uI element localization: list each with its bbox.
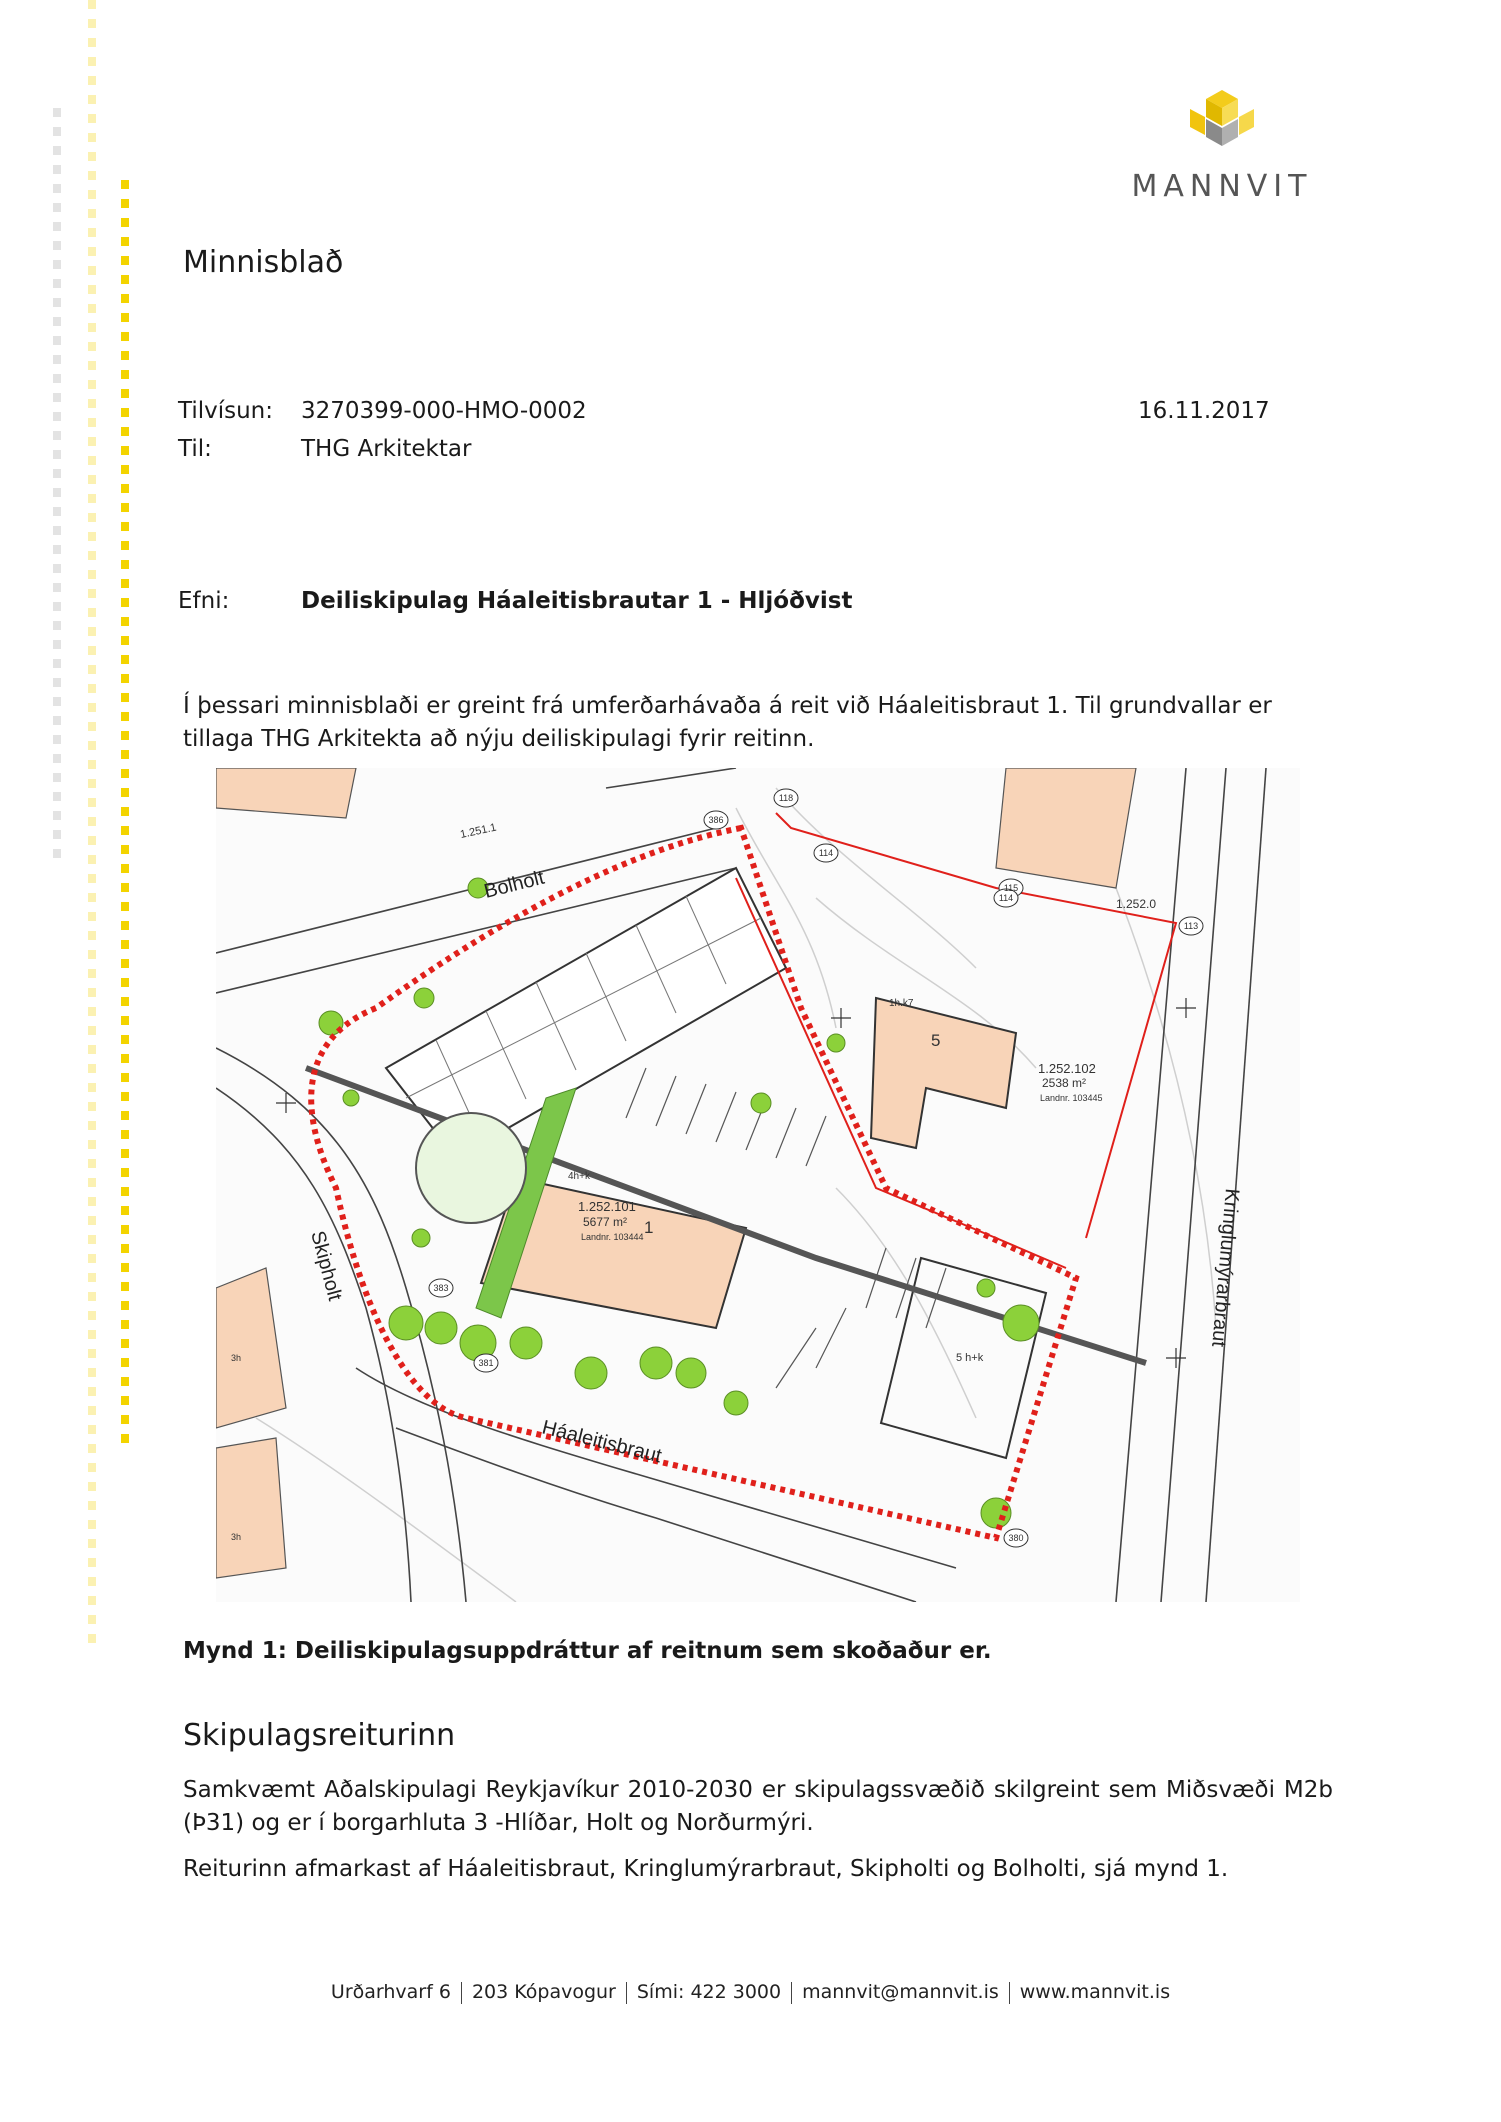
house-label-2: 3h xyxy=(231,1532,242,1542)
document-title: Minnisblað xyxy=(183,245,344,280)
logo-wordmark: MANNVIT xyxy=(1131,169,1313,204)
subject-label: Efni: xyxy=(178,588,230,614)
margin-stripe-gray xyxy=(53,108,61,868)
point-386: 386 xyxy=(708,815,724,825)
footer-separator xyxy=(461,1982,462,2004)
intro-paragraph: Í þessari minnisblaði er greint frá umferðarhávaða á reit við Háaleitisbraut 1. Til grundvallar er tillaga THG Arkitekta að nýju deiliskipulagi fyrir reitinn. xyxy=(183,693,1272,752)
point-118: 118 xyxy=(778,793,794,803)
lot-5-number: 5 xyxy=(931,1031,941,1050)
lot-1-id: 1.252.101 xyxy=(578,1199,636,1214)
page-footer xyxy=(0,1981,1501,2004)
lot-1-floors: 4h+k xyxy=(568,1171,590,1182)
recipient-value: THG Arkitektar xyxy=(301,436,472,462)
building-5 xyxy=(871,998,1016,1148)
mannvit-cube-icon xyxy=(1108,85,1336,165)
subject-value: Deiliskipulag Háaleitisbrautar 1 - Hljóðvist xyxy=(301,588,853,614)
street-haaleitisbraut: Háaleitisbraut xyxy=(539,1416,664,1468)
point-381: 381 xyxy=(478,1358,494,1368)
point-115: 115 xyxy=(1003,883,1019,893)
reference-label: Tilvísun: xyxy=(178,398,274,424)
footer-postcode: 203 Kópavogur xyxy=(471,1981,616,2003)
lot-5-id: 1.252.102 xyxy=(1038,1061,1096,1076)
footer-phone: Sími: 422 3000 xyxy=(636,1981,782,2003)
lot-5-floors: 1h.k7 xyxy=(889,998,914,1009)
parking-floors: 5 h+k xyxy=(956,1352,984,1364)
reference-value: 3270399-000-HMO-0002 xyxy=(301,398,587,424)
mannvit-logo xyxy=(1108,85,1336,210)
point-380: 380 xyxy=(1008,1533,1024,1543)
point-114a: 114 xyxy=(818,848,834,858)
playground-circle xyxy=(416,1113,526,1223)
lot-5-landnr: Landnr. 103445 xyxy=(1040,1093,1103,1103)
footer-separator xyxy=(791,1982,792,2004)
block-id-east: 1.252.0 xyxy=(1116,897,1157,911)
footer-web[interactable]: www.mannvit.is xyxy=(1019,1981,1171,2003)
lot-1-landnr: Landnr. 103444 xyxy=(581,1232,644,1242)
footer-separator xyxy=(626,1982,627,2004)
house-label-1: 3h xyxy=(231,1353,242,1363)
figure-caption: Mynd 1: Deiliskipulagsuppdráttur af reitnum sem skoðaður er. xyxy=(183,1638,992,1664)
point-113: 113 xyxy=(1183,921,1199,931)
footer-separator xyxy=(1009,1982,1010,2004)
point-114b: 114 xyxy=(998,893,1014,903)
street-kringlumyrarbraut: Kringlumýrarbraut xyxy=(1207,1187,1243,1348)
section-paragraph-2: Reiturinn afmarkast af Háaleitisbraut, Kringlumýrarbraut, Skipholti og Bolholti, sjá mynd 1. xyxy=(183,1856,1229,1882)
section-title: Skipulagsreiturinn xyxy=(183,1718,456,1753)
lot-1-number: 1 xyxy=(644,1218,654,1237)
margin-stripe-pale-yellow xyxy=(88,0,96,1650)
footer-address: Urðarhvarf 6 xyxy=(330,1981,451,2003)
point-383: 383 xyxy=(433,1283,449,1293)
section-paragraph-1: Samkvæmt Aðalskipulagi Reykjavíkur 2010-2030 er skipulagssvæðið skilgreint sem Miðsvæði M2b (Þ31) og er í borgarhluta 3 -Hlíðar, Holt og Norðurmýri. xyxy=(183,1777,1333,1836)
site-plan-map xyxy=(216,768,1300,1602)
street-bolholt: Bolholt xyxy=(481,866,547,903)
lot-5-area: 2538 m² xyxy=(1042,1076,1087,1090)
recipient-label: Til: xyxy=(178,436,212,462)
street-skipholt: Skipholt xyxy=(306,1228,346,1304)
margin-stripe-yellow xyxy=(121,180,129,1450)
block-id-north: 1.251.1 xyxy=(459,821,498,841)
lot-1-area: 5677 m² xyxy=(583,1215,628,1229)
document-date: 16.11.2017 xyxy=(1138,398,1270,424)
bolholt-building xyxy=(386,868,786,1158)
footer-email[interactable]: mannvit@mannvit.is xyxy=(802,1981,999,2003)
